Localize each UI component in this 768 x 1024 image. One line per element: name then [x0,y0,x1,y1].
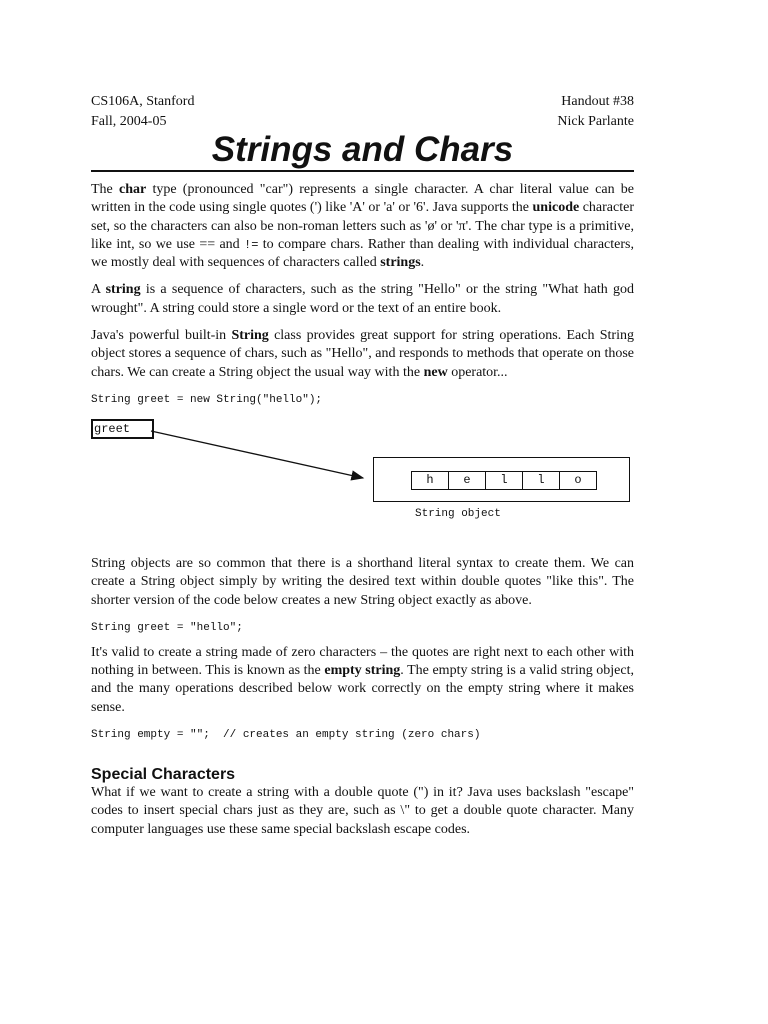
char-cell: o [574,472,582,487]
char-cell: e [449,472,486,489]
course-label: CS106A, Stanford [91,94,195,109]
code-empty-string: String empty = ""; // creates an empty string (zero chars) [91,729,481,742]
header-row-1 [91,92,634,112]
string-object-diagram [91,419,634,539]
handout-label: Handout #38 [561,94,634,109]
author-label: Nick Parlante [557,114,634,129]
paragraph-literal-syntax: String objects are so common that there is a shorthand literal syntax to create them. We can create a String object simply by writing the desired text within double quotes "like this". The shorter version of the code below creates a new String object exactly as above. [91,555,634,608]
section-heading-special-chars: Special Characters [91,766,236,784]
page-title: Strings and Chars [91,132,634,172]
paragraph-special-chars: What if we want to create a string with a double quote (") in it? Java uses backslash "escape" codes to insert special chars just as they are, such as \" to get a double quote character. Many computer languages use these same special backslash escape codes. [91,785,634,837]
char-array [411,471,597,490]
paragraph-string-class: Java's powerful built-in String class provides great support for string operations. Each String object stores a sequence of chars, such as "Hello", and responds to methods that operate on those chars. We can create a String object the usual way with the new operator... [91,328,634,380]
string-object-box [373,457,630,502]
term-label: Fall, 2004-05 [91,114,167,129]
document-page [91,92,634,839]
header-row-2 [91,112,634,132]
char-cell: l [523,472,560,489]
char-cell: h [412,472,449,489]
char-cell: l [486,472,523,489]
code-new-string: String greet = new String("hello"); [91,393,323,406]
paragraph-char-intro: The char type (pronounced "car") represents a single character. A char literal value can be written in the code using single quotes (') like 'A' or 'a' or '6'. Java supports the unicode character set, so the characters can also be non-roman letters such as 'ø' or 'π'. The char type is a primitive, like int, so we use == and != to compare chars. Rather than dealing with individual characters, we mostly deal with sequences of characters called strings. [91,182,635,271]
variable-box-greet: greet [91,419,154,439]
string-object-label: String object [415,507,501,520]
paragraph-string-def: A string is a sequence of characters, such as the string "Hello" or the string "What hath god wrought". A string could store a single word or the text of an entire book. [91,282,634,316]
code-literal-string: String greet = "hello"; [91,621,243,634]
paragraph-empty-string: It's valid to create a string made of zero characters – the quotes are right next to each other with nothing in between. This is known as the empty string. The empty string is a valid string object, and the many operations described below work correctly on the empty string where it makes sense. [91,644,635,715]
